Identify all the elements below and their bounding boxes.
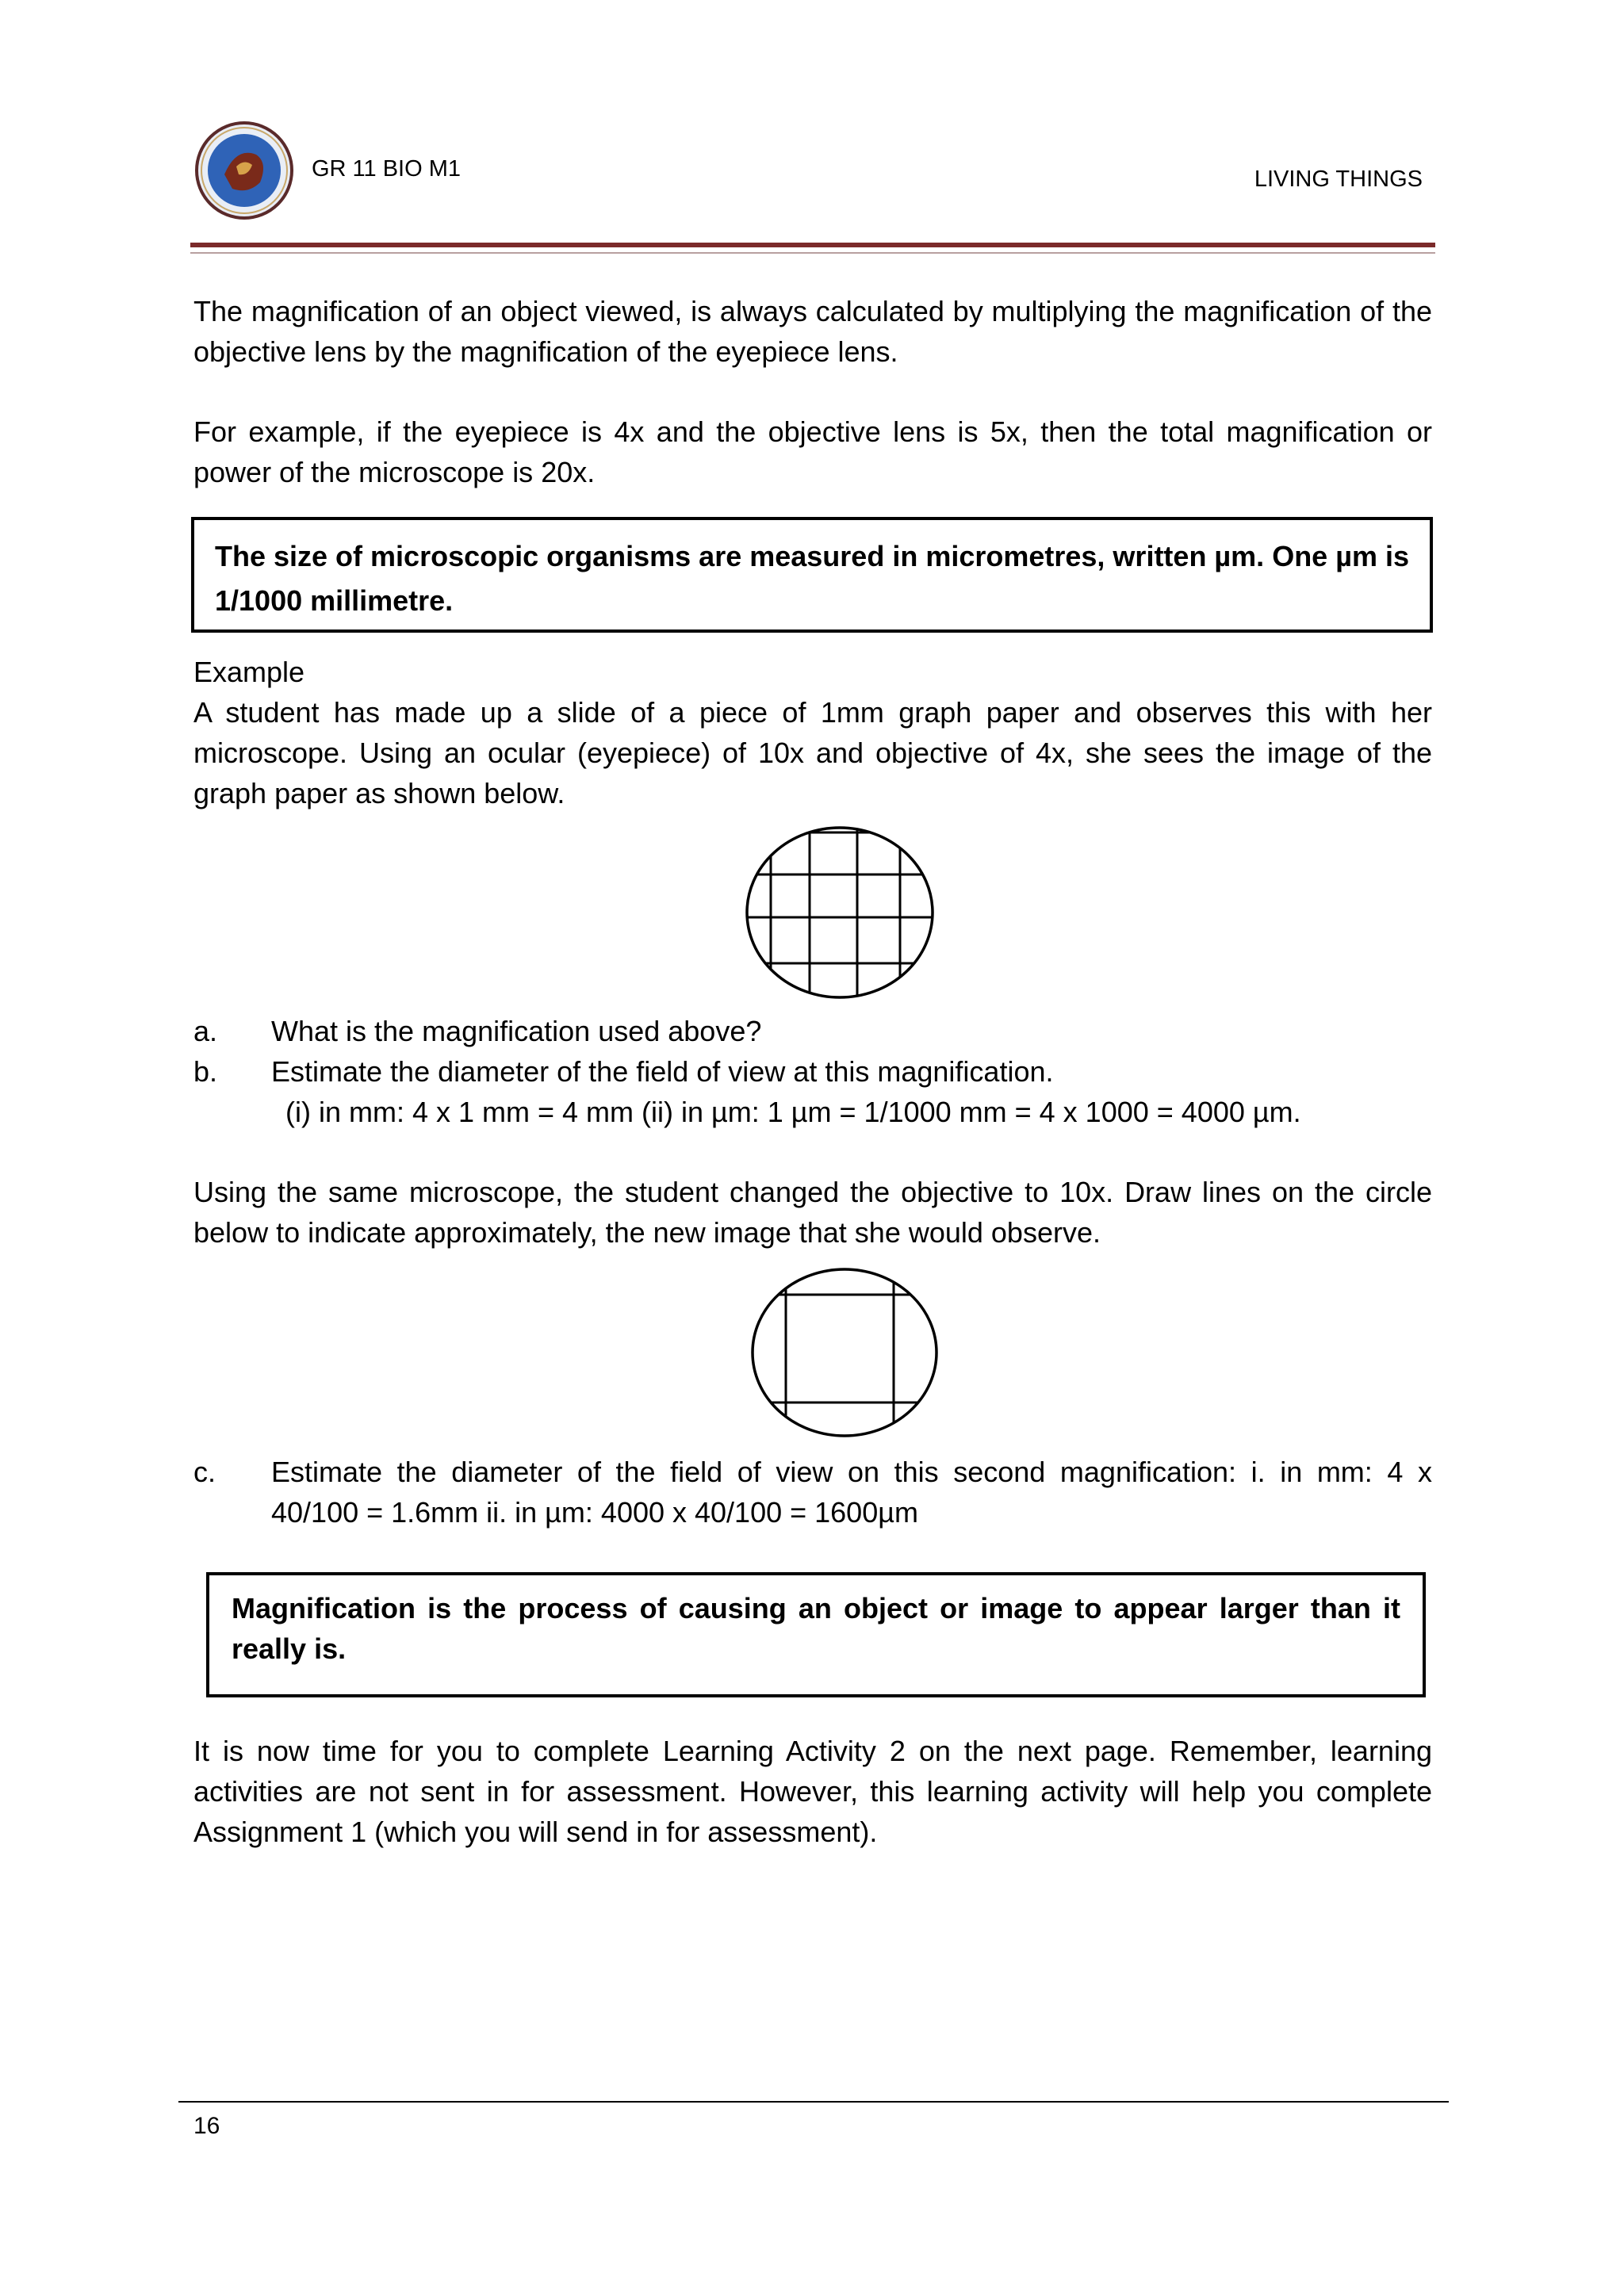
paragraph-student-slide: A student has made up a slide of a piece of 1mm graph paper and observes this with her microscope. Using an ocular (eyepiece) of 10x and objective of 4x, she sees the image of the graph paper as shown below. bbox=[193, 696, 1432, 809]
list-text-a: What is the magnification used above? bbox=[271, 1015, 762, 1047]
figure-field-of-view-2 bbox=[749, 1266, 940, 1439]
figure-field-of-view-1 bbox=[744, 825, 936, 1001]
paragraph-objective-10x: Using the same microscope, the student changed the objective to 10x. Draw lines on the circle below to indicate approximately, the new image that she would observe. bbox=[193, 1176, 1432, 1249]
definition-box-magnification bbox=[206, 1572, 1426, 1697]
list-marker-a: a. bbox=[193, 1015, 218, 1047]
page-number: 16 bbox=[193, 2113, 220, 2139]
definition-box-magnification-text: Magnification is the process of causing an object or image to appear larger than it really is. bbox=[232, 1592, 1400, 1665]
note-box-micrometres bbox=[191, 517, 1433, 633]
list-text-c-line2: 40/100 = 1.6mm ii. in µm: 4000 x 40/100 = 1600µm bbox=[271, 1496, 918, 1529]
header-course-code: GR 11 BIO M1 bbox=[312, 156, 462, 182]
footer-rule bbox=[178, 2101, 1449, 2103]
college-seal-icon bbox=[193, 119, 296, 222]
paragraph-example-20x: For example, if the eyepiece is 4x and the objective lens is 5x, then the total magnification or power of the microscope is 20x. bbox=[193, 415, 1432, 488]
example-label: Example bbox=[193, 656, 305, 688]
list-marker-b: b. bbox=[193, 1055, 218, 1088]
note-box-micrometres-text: The size of microscopic organisms are measured in micrometres, written µm. One µm is 1/1000 millimetre. bbox=[215, 540, 1409, 617]
header-rule-thin bbox=[190, 252, 1435, 254]
header-section-title: LIVING THINGS bbox=[1254, 166, 1423, 192]
list-marker-c: c. bbox=[193, 1456, 216, 1488]
paragraph-magnification-calc: The magnification of an object viewed, is always calculated by multiplying the magnification of the objective lens by the magnification of the eyepiece lens. bbox=[193, 295, 1432, 368]
header-rule bbox=[190, 243, 1435, 247]
list-text-c-line1: Estimate the diameter of the field of view on this second magnification: i. in mm: 4 x bbox=[271, 1456, 1432, 1488]
paragraph-learning-activity: It is now time for you to complete Learning Activity 2 on the next page. Remember, learning activities are not sent in for assessment. However, this learning activity will help you complete Assignment 1 (which you will send in for assessment). bbox=[193, 1735, 1432, 1848]
list-text-b: Estimate the diameter of the field of view at this magnification. bbox=[271, 1055, 1054, 1088]
list-b-answer-text: (i) in mm: 4 x 1 mm = 4 mm (ii) in µm: 1 µm = 1/1000 mm = 4 x 1000 = 4000 µm. bbox=[285, 1096, 1301, 1128]
